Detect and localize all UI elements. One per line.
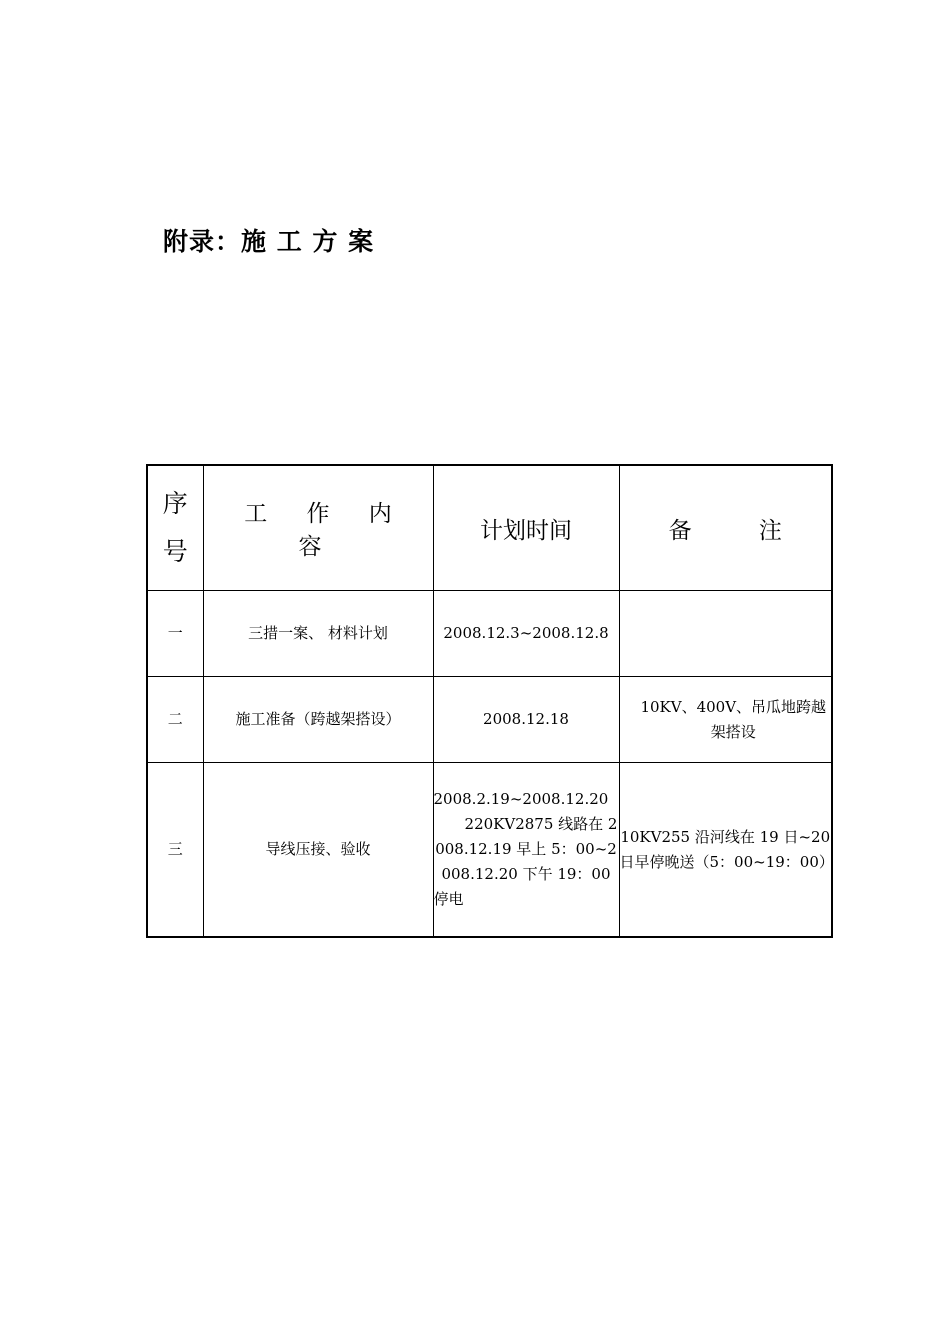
row-content: 三措一案、 材料计划: [203, 591, 433, 677]
row-seq: 一: [147, 591, 203, 677]
row-seq: 三: [147, 763, 203, 938]
header-content: 工 作 内 容: [203, 465, 433, 591]
row-time-period: 2008.2.19~2008.12.20: [433, 790, 609, 808]
row-seq: 二: [147, 677, 203, 763]
row-note: [619, 591, 832, 677]
table-row: [147, 763, 832, 938]
row-content: 导线压接、验收: [203, 763, 433, 938]
header-note: 备 注: [619, 465, 832, 591]
row-note: 10KV、400V、吊瓜地跨越架搭设: [619, 677, 832, 763]
row-time: 2008.12.3~2008.12.8: [433, 591, 619, 677]
table-row: [147, 677, 832, 763]
row-time: 2008.12.18: [433, 677, 619, 763]
table-header-row: [147, 465, 832, 591]
table-row: [147, 591, 832, 677]
row-content: 施工准备（跨越架搭设）: [203, 677, 433, 763]
row-time-outage: 220KV2875 线路在 2008.12.19 早上 5：00~2008.12.20 下午 19：00 停电: [433, 815, 618, 908]
construction-schedule-table: [146, 464, 833, 938]
row-time: [433, 763, 619, 938]
header-time: 计划时间: [433, 465, 619, 591]
header-seq: 序号: [147, 465, 203, 591]
row-note: 10KV255 沿河线在 19 日~20 日早停晚送（5：00~19：00）: [619, 763, 832, 938]
page-title: 附录：施 工 方 案: [163, 227, 375, 256]
